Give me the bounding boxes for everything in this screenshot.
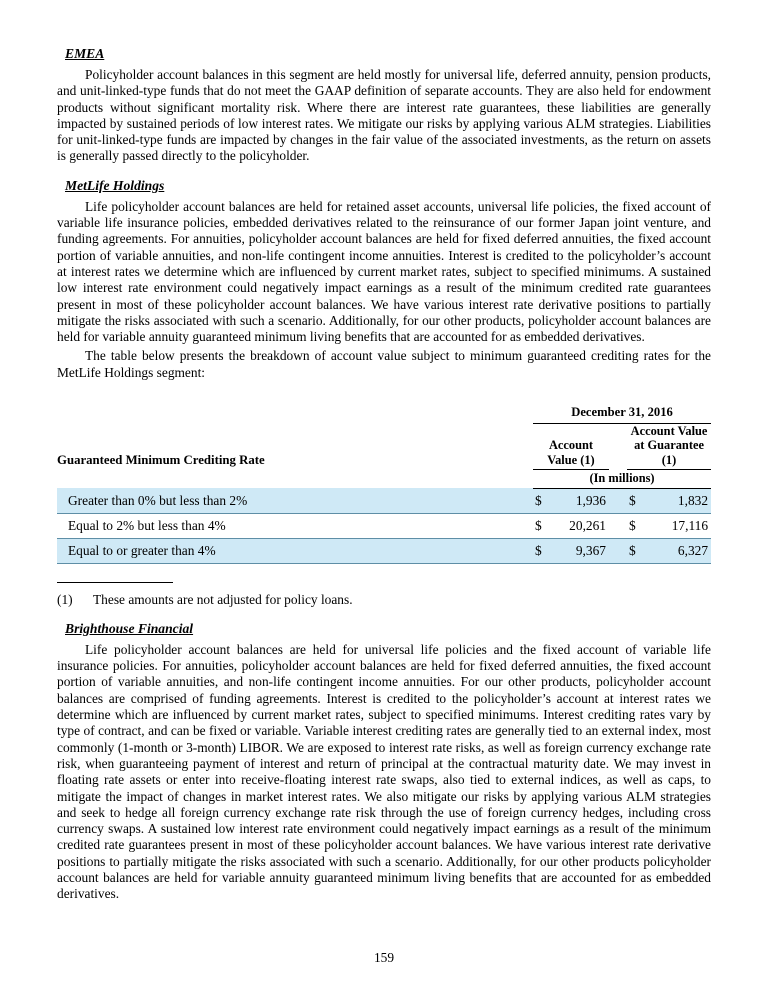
column-gap: [609, 538, 627, 563]
value-at-guarantee-cell: 17,116: [645, 513, 711, 538]
currency-symbol: $: [533, 513, 551, 538]
currency-symbol: $: [627, 488, 645, 513]
brighthouse-paragraph: Life policyholder account balances are held for universal life policies and the fixed account of variable life insurance policies. For annuities, policyholder account balances are held for fixed deferred annuities, the fixed account portion of variable annuities, and non-life contingent income annuities. For our other products, policyholder account balances are comprised of funding agreements. Interest is credited to the policyholder’s account at interest rates we determine which are influenced by current market rates, subject to specified minimums. Interest crediting rates vary by type of contract, and can be fixed or variable. Variable interest crediting rates are generally tied to an external index, most commonly (1-month or 3-month) LIBOR. We are exposed to interest rate risks, as well as foreign currency exchange rate risk, when guaranteeing payment of interest and return of principal at the contractual maturity date. We may invest in floating rate assets or enter into receive-floating interest rate swaps, also tied to external indices, as well as caps, to mitigate the impact of changes in market interest rates. We also mitigate our risks by applying various ALM strategies and seek to hedge all foreign currency exchange rate risk through the use of foreign currency hedges, including cross currency swaps. A sustained low interest rate environment could negatively impact earnings as a result of the minimum credited rate guarantees present in most of these policyholder account balances. We have various interest rate derivative positions to partially mitigate the risks associated with such a scenario. Additionally, for our other products policyholder account balances are held for variable annuity guaranteed minimum living benefits that are accounted for as embedded derivatives.: [57, 641, 711, 902]
col-header-text: Account Value at Guarantee (1): [630, 424, 708, 467]
currency-symbol: $: [533, 538, 551, 563]
crediting-rate-table: [57, 405, 711, 564]
empty-cell: [57, 405, 533, 424]
footnote-marker: (1): [57, 591, 73, 607]
empty-cell: [57, 469, 533, 488]
account-value-cell: 9,367: [551, 538, 609, 563]
column-gap: [609, 488, 627, 513]
table-row: [57, 538, 711, 563]
page-number: 159: [373, 950, 395, 965]
metlife-holdings-table-intro: The table below presents the breakdown of account value subject to minimum guaranteed crediting rates for the MetLife Holdings segment:: [57, 348, 711, 380]
table-col-header-value-at-guarantee: [627, 424, 711, 470]
table-row: [57, 513, 711, 538]
row-label: Greater than 0% but less than 2%: [57, 488, 533, 513]
table-row: [57, 488, 711, 513]
footnote-divider: [57, 582, 173, 583]
table-row-header: Guaranteed Minimum Crediting Rate: [57, 452, 265, 467]
table-col-header-account-value: [533, 424, 609, 470]
table-units-row: [57, 469, 711, 488]
column-gap: [609, 513, 627, 538]
footnote-text: These amounts are not adjusted for policy loans.: [93, 591, 353, 607]
column-gap: [609, 424, 627, 470]
emea-paragraph: Policyholder account balances in this segment are held mostly for universal life, deferred annuity, pension products, and unit-linked-type funds that do not meet the GAAP definition of separate accounts. They are also held for endowment products without significant mortality risk. Where there are interest rate guarantees, these liabilities are generally impacted by sustained periods of low interest rates. We mitigate our risks by applying various ALM strategies. Liabilities for unit-linked-type funds are impacted by changes in the fair value of the associated investments, as the return on assets is generally passed directly to the policyholder.: [57, 67, 711, 164]
section-heading-emea: EMEA: [65, 46, 105, 61]
col-header-text: Account Value (1): [547, 438, 595, 467]
currency-symbol: $: [627, 538, 645, 563]
table-units-label: (In millions): [533, 469, 711, 488]
table-date-header: December 31, 2016: [533, 405, 711, 424]
account-value-cell: 20,261: [551, 513, 609, 538]
row-label: Equal to 2% but less than 4%: [57, 513, 533, 538]
section-heading-brighthouse: Brighthouse Financial: [65, 620, 194, 636]
table-column-header-row: [57, 424, 711, 470]
row-label: Equal to or greater than 4%: [57, 538, 533, 563]
value-at-guarantee-cell: 6,327: [645, 538, 711, 563]
metlife-holdings-paragraph: Life policyholder account balances are held for retained asset accounts, universal life policies, the fixed account of variable life insurance policies, embedded derivatives related to the reinsurance of our former Japan joint venture, and funding agreements. For annuities, policyholder account balances are held for fixed deferred annuities, the fixed account portion of variable annuities, and non-life contingent income annuities. Interest is credited to the policyholder’s account at interest rates we determine which are influenced by current market rates, subject to specified minimums. A sustained low interest rate environment could negatively impact earnings as a result of the minimum credited rate guarantees present in most of these policyholder account balances. We have various interest rate derivative positions to partially mitigate the risks associated with such a scenario. Additionally, for our other products, policyholder account balances are held for variable annuity guaranteed minimum living benefits that are accounted for as embedded derivatives.: [57, 198, 711, 345]
table-date-header-row: [57, 405, 711, 424]
footnote: [57, 592, 711, 608]
section-heading-metlife-holdings: MetLife Holdings: [65, 177, 165, 193]
value-at-guarantee-cell: 1,832: [645, 488, 711, 513]
currency-symbol: $: [627, 513, 645, 538]
account-value-cell: 1,936: [551, 488, 609, 513]
currency-symbol: $: [533, 488, 551, 513]
